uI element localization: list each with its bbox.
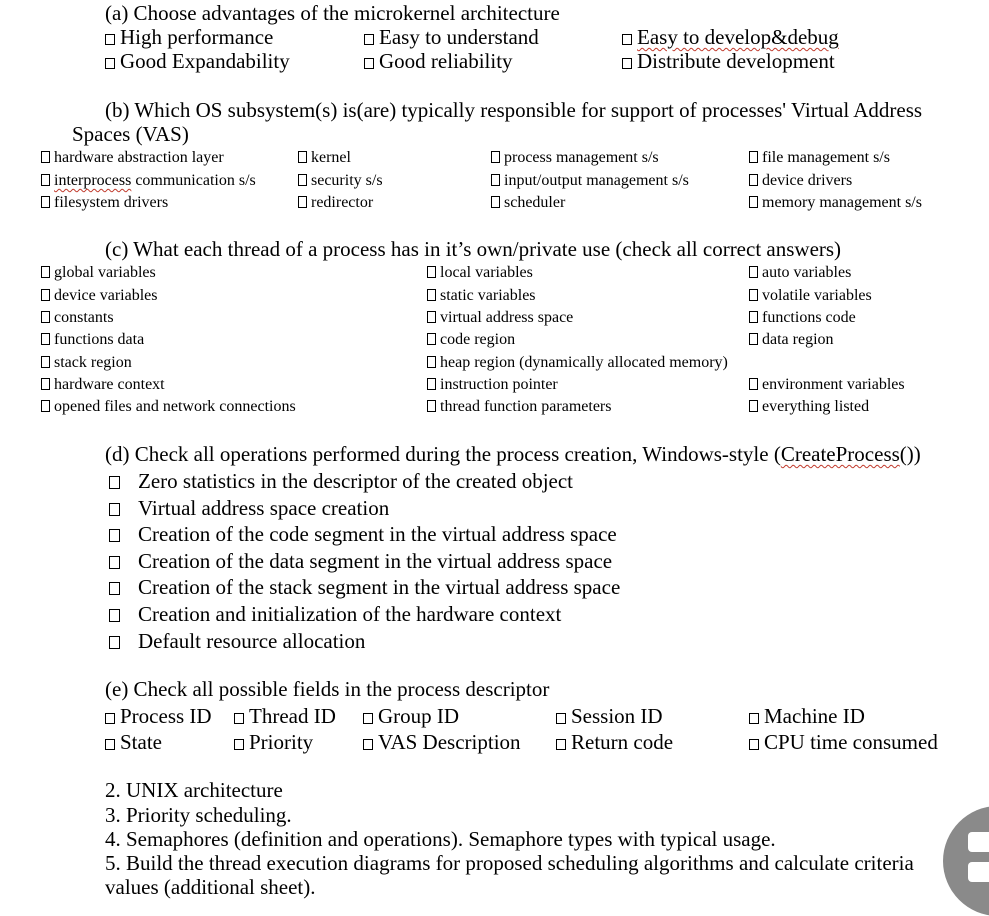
checkbox-icon[interactable] [363,739,373,750]
checkbox-device-drivers[interactable] [749,170,852,192]
checkbox-good-expandability[interactable] [105,49,290,73]
option-label: High performance [120,25,274,49]
checkbox-icon[interactable] [749,311,758,323]
checkbox-icon[interactable] [41,400,50,412]
checkbox-fs-drivers[interactable] [41,192,168,214]
option-label: device variables [54,287,158,304]
checkbox-icon[interactable] [41,311,50,323]
checkbox-stack-segment[interactable] [109,575,620,599]
checkbox-icon[interactable] [105,739,115,750]
option-label: communication s/s [131,172,256,189]
option-label: scheduler [504,194,566,211]
checkbox-kernel[interactable] [298,147,351,169]
checkbox-data-region[interactable] [749,329,834,351]
checkbox-file-mgmt[interactable] [749,147,890,169]
option-label: Distribute development [637,49,835,73]
checkbox-icon[interactable] [364,58,374,69]
option-label: interprocess [54,172,132,189]
option-label: code region [440,331,516,348]
option-label: global variables [54,264,156,281]
title-function: CreateProcess [780,442,900,466]
checkbox-icon[interactable] [363,713,373,724]
option-label: Machine ID [764,704,865,728]
checkbox-vas-description[interactable] [363,730,521,754]
option-label: Creation of the code segment in the virtual address space [138,522,617,546]
checkbox-zero-stats[interactable] [109,469,573,493]
checkbox-local-vars[interactable] [427,262,533,284]
checkbox-icon[interactable] [749,739,759,750]
option-label: file management s/s [762,149,890,166]
checkbox-icon[interactable] [41,151,50,163]
checkbox-icon[interactable] [749,151,758,163]
checkbox-icon[interactable] [427,266,436,278]
item-5-line1: 5. Build the thread execution diagrams for proposed scheduling algorithms and calculate criteria [105,851,914,875]
checkbox-redirector[interactable] [298,192,373,214]
option-label: CPU time consumed [764,730,938,754]
checkbox-icon[interactable] [41,196,50,208]
option-label: functions data [54,331,145,348]
option-label: Creation of the data segment in the virtual address space [138,549,613,573]
checkbox-icon[interactable] [491,174,500,186]
checkbox-icon[interactable] [556,713,566,724]
checkbox-default-resource[interactable] [109,629,365,653]
checkbox-icon[interactable] [41,174,50,186]
checkbox-priority[interactable] [234,730,313,754]
item-4: 4. Semaphores (definition and operations). Semaphore types with typical usage. [105,827,776,851]
checkbox-icon[interactable] [556,739,566,750]
checkbox-machine-id[interactable] [749,704,865,728]
checkbox-icon[interactable] [749,713,759,724]
checkbox-data-segment[interactable] [109,549,612,573]
checkbox-vas-creation[interactable] [109,496,389,520]
option-label: hardware context [54,376,165,393]
checkbox-icon[interactable] [749,289,758,301]
question-b-title-line2: Spaces (VAS) [72,122,189,146]
option-label: memory management s/s [762,194,922,211]
checkbox-opened-files[interactable] [41,396,296,418]
question-d-title [105,442,921,466]
checkbox-code-segment[interactable] [109,522,617,546]
question-a-title: (a) Choose advantages of the microkernel architecture [105,1,560,25]
checkbox-easy-understand[interactable] [364,25,539,49]
checkbox-group-id[interactable] [363,704,459,728]
checkbox-icon[interactable] [427,333,436,345]
checkbox-icon[interactable] [109,529,120,542]
option-label: input/output management s/s [504,172,689,189]
option-label: security s/s [311,172,383,189]
checkbox-icon[interactable] [41,356,50,368]
option-label: Return code [571,730,674,754]
checkbox-stack-region[interactable] [41,352,132,374]
option-label: stack region [54,354,132,371]
checkbox-device-vars[interactable] [41,285,158,307]
checkbox-icon[interactable] [109,556,120,569]
question-b-title-line1: (b) Which OS subsystem(s) is(are) typically responsible for support of processes' Virtual Address [105,98,923,122]
checkbox-icon[interactable] [749,196,758,208]
checkbox-icon[interactable] [622,34,632,45]
option-label: static variables [440,287,536,304]
title-text: ()) [899,442,921,466]
checkbox-icon[interactable] [622,58,632,69]
option-label: environment variables [762,376,905,393]
option-label: virtual address space [440,309,574,326]
checkbox-env-vars[interactable] [749,374,905,396]
checkbox-icon[interactable] [427,289,436,301]
option-label: local variables [440,264,533,281]
checkbox-icon[interactable] [298,174,307,186]
checkbox-icon[interactable] [491,151,500,163]
option-label: data region [762,331,834,348]
option-label: hardware abstraction layer [54,149,224,166]
checkbox-icon[interactable] [41,289,50,301]
checkbox-heap-region[interactable] [427,352,728,374]
checkbox-global-vars[interactable] [41,262,156,284]
option-label: Creation of the stack segment in the virtual address space [138,575,621,599]
checkbox-easy-develop[interactable] [622,25,839,49]
option-label: Good Expandability [120,49,290,73]
option-label: functions code [762,309,856,326]
option-label: Zero statistics in the descriptor of the created object [138,469,574,493]
option-label: Group ID [378,704,460,728]
option-label: thread function parameters [440,398,612,415]
item-2: 2. UNIX architecture [105,778,283,802]
checkbox-icon[interactable] [427,356,436,368]
checkbox-icon[interactable] [364,34,374,45]
checkbox-icon[interactable] [427,400,436,412]
checkbox-high-performance[interactable] [105,25,273,49]
checkbox-io-mgmt[interactable] [491,170,689,192]
checkbox-icon[interactable] [749,266,758,278]
option-label: heap region (dynamically allocated memory) [440,354,728,371]
checkbox-functions-code[interactable] [749,307,856,329]
checkbox-icon[interactable] [427,378,436,390]
option-label: constants [54,309,114,326]
checkbox-icon[interactable] [109,476,120,489]
option-label: Process ID [120,704,212,728]
option-label: opened files and network connections [54,398,296,415]
option-label: instruction pointer [440,376,558,393]
checkbox-distribute-development[interactable] [622,49,835,73]
checkbox-icon[interactable] [105,34,115,45]
fab-icon-bar-bottom [968,862,989,882]
option-label: volatile variables [762,287,872,304]
option-label: Session ID [571,704,663,728]
checkbox-icon[interactable] [298,196,307,208]
checkbox-icon[interactable] [491,196,500,208]
checkbox-return-code[interactable] [556,730,673,754]
option-label: filesystem drivers [54,194,169,211]
checkbox-constants[interactable] [41,307,114,329]
checkbox-thread-params[interactable] [427,396,611,418]
checkbox-static-vars[interactable] [427,285,536,307]
checkbox-scheduler[interactable] [491,192,565,214]
checkbox-icon[interactable] [427,311,436,323]
checkbox-volatile-vars[interactable] [749,285,872,307]
option-label: Virtual address space creation [138,496,390,520]
checkbox-hw-context[interactable] [41,374,165,396]
checkbox-vas[interactable] [427,307,573,329]
option-label: process management s/s [504,149,659,166]
checkbox-process-mgmt[interactable] [491,147,659,169]
question-e-title: (e) Check all possible fields in the process descriptor [105,677,550,701]
option-label: Thread ID [249,704,336,728]
checkbox-everything[interactable] [749,396,869,418]
checkbox-icon[interactable] [41,266,50,278]
checkbox-instruction-pointer[interactable] [427,374,558,396]
checkbox-icon[interactable] [41,333,50,345]
checkbox-icon[interactable] [105,58,115,69]
option-label: redirector [311,194,374,211]
option-label: everything listed [762,398,870,415]
checkbox-icon[interactable] [109,636,120,649]
checkbox-icon[interactable] [41,378,50,390]
option-label: Default resource allocation [138,629,366,653]
checkbox-memory-mgmt[interactable] [749,192,922,214]
checkbox-icon[interactable] [749,333,758,345]
checkbox-icon[interactable] [749,378,758,390]
checkbox-hw-context-init[interactable] [109,602,561,626]
floating-action-button[interactable] [943,806,989,916]
option-label: VAS Description [378,730,521,754]
checkbox-session-id[interactable] [556,704,663,728]
option-label: State [120,730,162,754]
checkbox-cpu-time[interactable] [749,730,938,754]
checkbox-code-region[interactable] [427,329,515,351]
checkbox-icon[interactable] [109,503,120,516]
option-label: Priority [249,730,314,754]
checkbox-auto-vars[interactable] [749,262,851,284]
title-text: (d) Check all operations performed during the process creation, Windows-style ( [105,442,781,466]
option-label: Good reliability [379,49,513,73]
item-3: 3. Priority scheduling. [105,803,292,827]
checkbox-thread-id[interactable] [234,704,336,728]
checkbox-icon[interactable] [749,174,758,186]
option-label: Easy to develop&debug [637,25,839,49]
checkbox-icon[interactable] [749,400,758,412]
checkbox-functions-data[interactable] [41,329,144,351]
item-5-line2: values (additional sheet). [105,875,316,899]
question-c-title: (c) What each thread of a process has in it’s own/private use (check all correct answers) [105,237,842,261]
checkbox-ipc[interactable] [41,170,256,192]
checkbox-icon[interactable] [109,582,120,595]
option-label: kernel [311,149,351,166]
checkbox-process-id[interactable] [105,704,212,728]
checkbox-state[interactable] [105,730,162,754]
option-label: Creation and initialization of the hardware context [138,602,562,626]
checkbox-icon[interactable] [234,713,244,724]
checkbox-hal[interactable] [41,147,224,169]
checkbox-good-reliability[interactable] [364,49,513,73]
fab-icon-bar-top [968,832,989,852]
checkbox-icon[interactable] [105,713,115,724]
option-label: auto variables [762,264,852,281]
option-label: device drivers [762,172,853,189]
checkbox-icon[interactable] [298,151,307,163]
option-label: Easy to understand [379,25,539,49]
checkbox-icon[interactable] [109,609,120,622]
checkbox-security[interactable] [298,170,383,192]
checkbox-icon[interactable] [234,739,244,750]
